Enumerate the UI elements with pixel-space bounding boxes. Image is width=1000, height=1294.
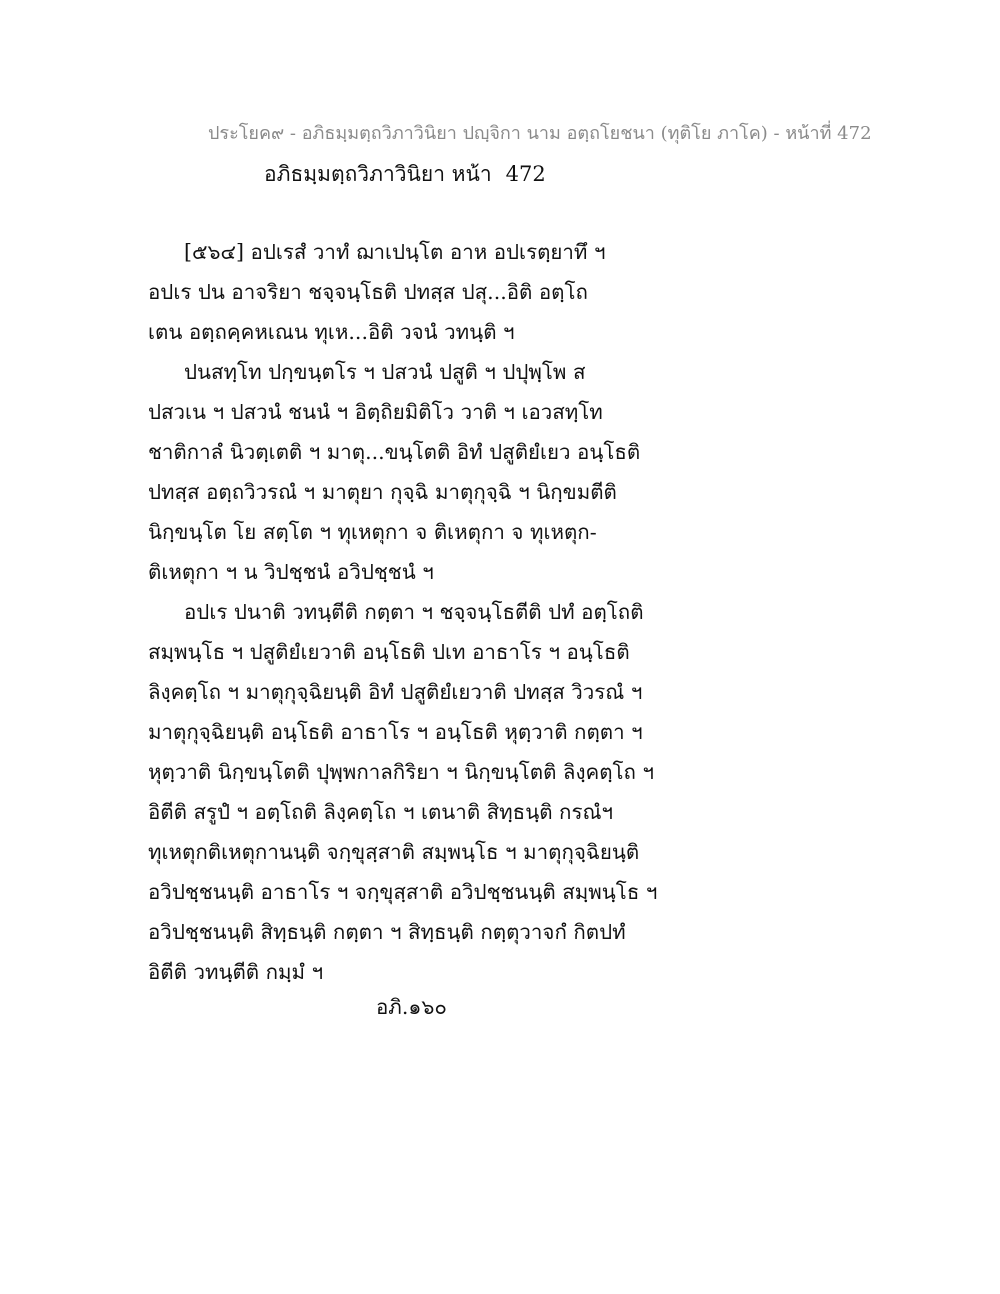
text-line: [๕๖๔] อปเรสํ วาทํ ฌาเปนฺโต อาห อปเรตฺยาทึ ฯ (184, 240, 606, 264)
page-heading-title: อภิธมฺมตฺถวิภาวินิยา หน้า (264, 162, 492, 186)
text-line: เตน อตฺถคฺคหเณน ทุเห...อิติ วจนํ วทนฺติ ฯ (148, 320, 515, 344)
text-line: อปเร ปน อาจริยา ชจฺจนฺโธติ ปทสฺส ปสุ...อิติ อตฺโถ (148, 280, 588, 304)
text-line: ปทสฺส อตฺถวิวรณํ ฯ มาตุยา กุจฺฉิ มาตุกุจฺฉิ ฯ นิกฺขมตีติ (148, 480, 617, 504)
text-line: ลิงฺคตฺโถ ฯ มาตุกุจฺฉิยนฺติ อิทํ ปสูติยํเยวาติ ปทสฺส วิวรณํ ฯ (148, 680, 643, 704)
text-line: ปสวเน ฯ ปสวนํ ชนนํ ฯ อิตฺถิยมิติโว วาติ ฯ เอวสทฺโท (148, 400, 603, 424)
text-line: อวิปชฺชนนฺติ อาธาโร ฯ จกฺขุสฺสาติ อวิปชฺชนนฺติ สมฺพนฺโธ ฯ (148, 880, 658, 904)
text-line: นิกฺขนฺโต โย สตฺโต ฯ ทุเหตุกา จ ติเหตุกา จ ทุเหตุก- (148, 520, 597, 544)
text-line: ติเหตุกา ฯ น วิปชฺชนํ อวิปชฺชนํ ฯ (148, 560, 434, 584)
text-line: ชาติกาลํ นิวตฺเตติ ฯ มาตุ...ขนฺโตติ อิทํ ปสูติยํเยว อนฺโธติ (148, 440, 641, 464)
text-line: อิตีติ สรูปํ ฯ อตฺโถติ ลิงฺคตฺโถ ฯ เตนาติ สิทฺธนฺติ กรณํฯ (148, 800, 613, 824)
text-line: อิตีติ วทนฺตีติ กมฺมํ ฯ (148, 960, 324, 984)
text-line: อวิปชฺชนนฺติ สิทฺธนฺติ กตฺตา ฯ สิทฺธนฺติ กตฺตุวาจกํ กิตปทํ (148, 920, 626, 944)
body-text (148, 232, 668, 992)
text-line: หุตฺวาติ นิกฺขนฺโตติ ปุพฺพกาลกิริยา ฯ นิกฺขนฺโตติ ลิงฺคตฺโถ ฯ (148, 760, 654, 784)
text-line: มาตุกุจฺฉิยนฺติ อนฺโธติ อาธาโร ฯ อนฺโธติ หุตฺวาติ กตฺตา ฯ (148, 720, 643, 744)
text-line: อปเร ปนาติ วทนฺตีติ กตฺตา ฯ ชจฺจนฺโธตีติ ปทํ อตฺโถติ (184, 600, 644, 624)
text-line: สมฺพนฺโธ ฯ ปสูติยํเยวาติ อนฺโธติ ปเท อาธาโร ฯ อนฺโธติ (148, 640, 630, 664)
footer-reference: อภิ.๑๖๐ (376, 995, 447, 1019)
text-line: ทุเหตุกติเหตุกานนฺติ จกฺขุสฺสาติ สมฺพนฺโธ ฯ มาตุกุจฺฉิยนฺติ (148, 840, 640, 864)
page-heading-number: 472 (505, 162, 546, 186)
running-header: ประโยค๙ - อภิธมฺมตฺถวิภาวินิยา ปญฺจิกา นาม อตฺถโยชนา (ทุติโย ภาโค) - หน้าที่ 472 (208, 123, 872, 144)
text-line: ปนสทฺโท ปกฺขนฺตโร ฯ ปสวนํ ปสูติ ฯ ปปุพฺโพ ส (184, 360, 586, 384)
page-heading (264, 159, 546, 189)
